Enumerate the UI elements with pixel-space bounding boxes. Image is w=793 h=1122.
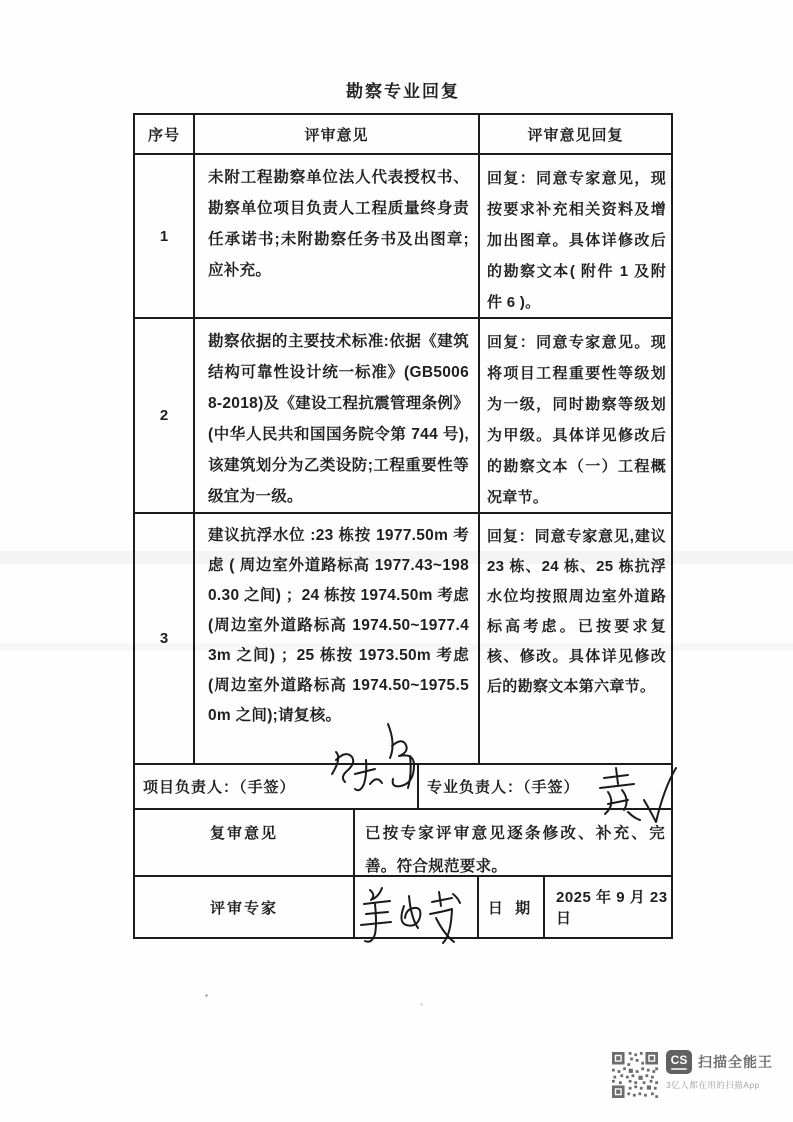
- table-header-row: [135, 115, 671, 155]
- expert-signature-cell: [355, 877, 479, 937]
- camscanner-logo-bar: [671, 1068, 687, 1070]
- header-no: 序号: [135, 115, 195, 153]
- review-opinion-text: 已按专家评审意见逐条修改、补充、完善。符合规范要求。: [365, 825, 665, 875]
- row2-opinion-text: 勘察依据的主要技术标准:依据《建筑结构可靠性设计统一标准》(GB50068-2018)及《建设工程抗震管理条例》(中华人民共和国国务院令第 744 号),该建筑划分为乙类设防;工程重要性等级宜为一级。: [208, 333, 469, 505]
- table-row: [135, 514, 671, 765]
- review-opinion-row: [135, 810, 671, 877]
- review-reply-table: [133, 113, 673, 939]
- row1-reply-text: 回复：同意专家意见，现按要求补充相关资料及增加出图章。具体详修改后的勘察文本( 附件 1 及附件 6 )。: [487, 170, 666, 311]
- row1-no: 1: [135, 155, 195, 317]
- scan-speck: [205, 994, 208, 997]
- review-opinion-content: [355, 810, 671, 875]
- row2-no: 2: [135, 319, 195, 512]
- signature-row: [135, 765, 671, 810]
- camscanner-logo-icon: [666, 1050, 692, 1074]
- row2-reply: [480, 319, 671, 512]
- row3-no: 3: [135, 514, 195, 763]
- table-row: [135, 319, 671, 514]
- row3-reply: [480, 514, 671, 763]
- professional-leader-label: 专业负责人：（手签）: [427, 779, 580, 796]
- camscanner-logo-text: CS: [670, 1053, 688, 1067]
- project-leader-label: 项目负责人：（手签）: [135, 765, 419, 808]
- date-value: 2025 年 9 月 23 日: [556, 889, 668, 927]
- scan-speck: [420, 1003, 423, 1006]
- qr-code-icon: [612, 1052, 658, 1098]
- row1-opinion: [195, 155, 480, 317]
- header-opinion: 评审意见: [195, 115, 480, 153]
- row3-reply-text: 回复：同意专家意见,建议 23 栋、24 栋、25 栋抗浮水位均按照周边室外道路标高考虑。已按要求复核、修改。具体详见修改后的勘察文本第六章节。: [487, 528, 666, 695]
- header-reply: 评审意见回复: [527, 126, 624, 144]
- row3-opinion: [195, 514, 480, 763]
- row3-opinion-text: 建议抗浮水位 :23 栋按 1977.50m 考虑 ( 周边室外道路标高 1977.43~1980.30 之间) ；24 栋按 1974.50m 考虑(周边室外道路标高 1974.50~1977.43m 之间) ；25 栋按 1973.50m 考虑(周边室外道路标高 1974.50~1975.50m 之间);请复核。: [208, 527, 469, 724]
- camscanner-watermark: [612, 1050, 782, 1105]
- camscanner-app-name: 扫描全能王: [698, 1054, 773, 1070]
- expert-date-row: [135, 877, 671, 937]
- date-label: 日 期: [479, 877, 545, 937]
- review-opinion-label: 复审意见: [135, 810, 355, 875]
- page-title: 勘察专业回复: [346, 82, 460, 101]
- row2-opinion: [195, 319, 480, 512]
- expert-label: 评审专家: [135, 877, 355, 937]
- row1-opinion-text: 未附工程勘察单位法人代表授权书、勘察单位项目负责人工程质量终身责任承诺书;未附勘察任务书及出图章;应补充。: [208, 169, 469, 279]
- row1-reply: [480, 155, 671, 317]
- row2-reply-text: 回复：同意专家意见。现将项目工程重要性等级划为一级，同时勘察等级划为甲级。具体详见修改后的勘察文本（一）工程概况章节。: [487, 334, 666, 506]
- camscanner-tagline: 3亿人都在用的扫描App: [666, 1080, 760, 1090]
- table-row: [135, 155, 671, 319]
